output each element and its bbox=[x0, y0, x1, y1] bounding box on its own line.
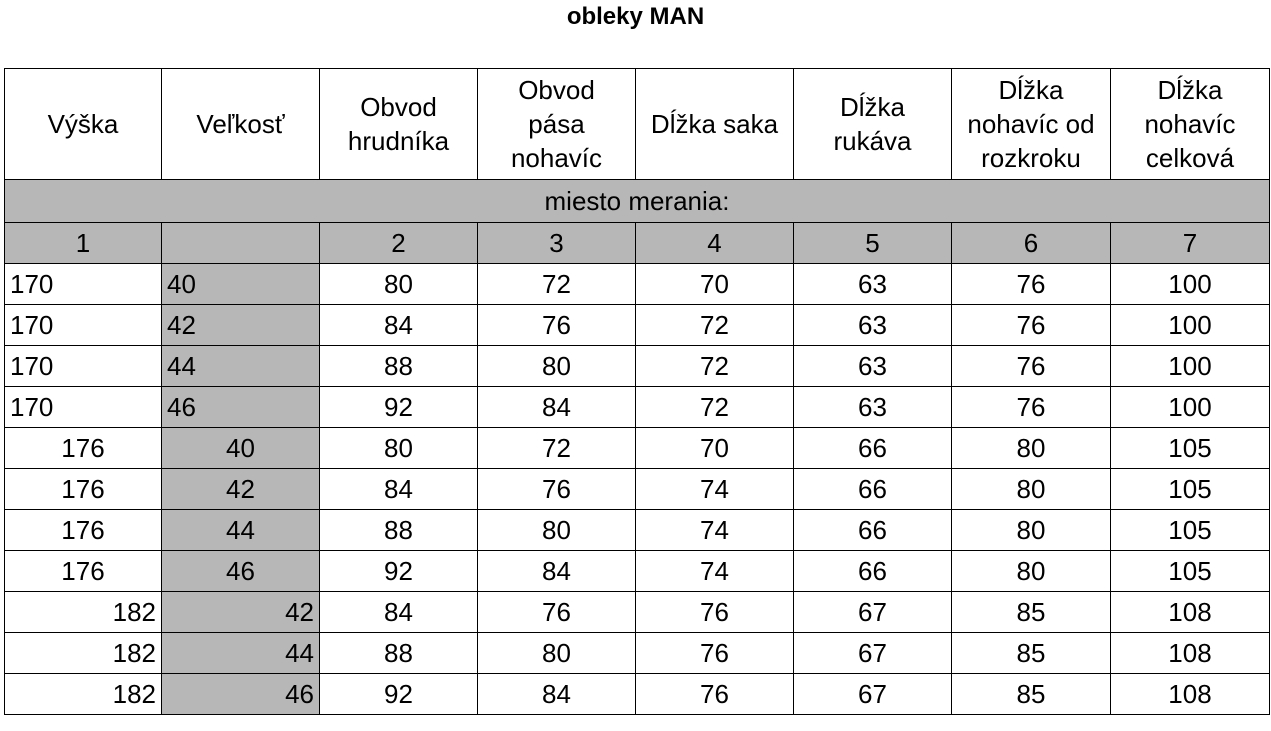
cell-sleeve-length: 63 bbox=[794, 305, 952, 346]
cell-sleeve-length: 66 bbox=[794, 510, 952, 551]
cell-inseam: 76 bbox=[952, 264, 1111, 305]
cell-inseam: 80 bbox=[952, 510, 1111, 551]
header-cell-sleeve-length bbox=[794, 69, 952, 180]
size-table bbox=[4, 68, 1270, 715]
header-cell-chest bbox=[320, 69, 478, 180]
cell-sleeve-length: 63 bbox=[794, 264, 952, 305]
cell-chest: 88 bbox=[320, 346, 478, 387]
table-row bbox=[5, 305, 1270, 346]
cell-waist: 76 bbox=[478, 469, 636, 510]
cell-inseam: 76 bbox=[952, 305, 1111, 346]
header-line: nohavíc bbox=[1144, 109, 1236, 139]
cell-jacket-length: 76 bbox=[636, 633, 794, 674]
index-cell: 1 bbox=[5, 223, 162, 264]
cell-height: 182 bbox=[5, 592, 162, 633]
index-cell: 2 bbox=[320, 223, 478, 264]
cell-size: 42 bbox=[162, 592, 320, 633]
cell-total-length: 100 bbox=[1111, 387, 1270, 428]
cell-waist: 72 bbox=[478, 264, 636, 305]
cell-chest: 80 bbox=[320, 264, 478, 305]
cell-total-length: 108 bbox=[1111, 633, 1270, 674]
cell-inseam: 85 bbox=[952, 633, 1111, 674]
cell-inseam: 80 bbox=[952, 428, 1111, 469]
cell-sleeve-length: 63 bbox=[794, 387, 952, 428]
cell-size: 42 bbox=[162, 469, 320, 510]
page-title: obleky MAN bbox=[566, 3, 705, 30]
header-cell-jacket-length bbox=[636, 69, 794, 180]
cell-size: 44 bbox=[162, 633, 320, 674]
table-row bbox=[5, 387, 1270, 428]
cell-waist: 84 bbox=[478, 674, 636, 715]
cell-inseam: 85 bbox=[952, 674, 1111, 715]
cell-height: 182 bbox=[5, 633, 162, 674]
header-line: Dĺžka bbox=[1157, 75, 1223, 105]
cell-total-length: 100 bbox=[1111, 346, 1270, 387]
cell-total-length: 105 bbox=[1111, 551, 1270, 592]
cell-chest: 92 bbox=[320, 387, 478, 428]
header-cell-total-length bbox=[1111, 69, 1270, 180]
cell-size: 46 bbox=[162, 387, 320, 428]
table-row bbox=[5, 264, 1270, 305]
cell-sleeve-length: 67 bbox=[794, 674, 952, 715]
cell-waist: 84 bbox=[478, 551, 636, 592]
cell-chest: 84 bbox=[320, 592, 478, 633]
header-line: hrudníka bbox=[347, 126, 450, 156]
cell-total-length: 105 bbox=[1111, 428, 1270, 469]
cell-size: 46 bbox=[162, 551, 320, 592]
index-cell: 6 bbox=[952, 223, 1111, 264]
cell-size: 40 bbox=[162, 428, 320, 469]
table-row bbox=[5, 633, 1270, 674]
cell-waist: 76 bbox=[478, 305, 636, 346]
section-label: miesto merania: bbox=[5, 180, 1270, 223]
cell-total-length: 100 bbox=[1111, 264, 1270, 305]
index-row bbox=[5, 223, 1270, 264]
cell-waist: 76 bbox=[478, 592, 636, 633]
table-row bbox=[5, 346, 1270, 387]
cell-height: 176 bbox=[5, 551, 162, 592]
cell-size: 44 bbox=[162, 346, 320, 387]
index-cell: 5 bbox=[794, 223, 952, 264]
cell-height: 176 bbox=[5, 510, 162, 551]
table-row bbox=[5, 469, 1270, 510]
header-line: celková bbox=[1145, 143, 1235, 173]
cell-height: 176 bbox=[5, 469, 162, 510]
cell-inseam: 76 bbox=[952, 346, 1111, 387]
cell-chest: 92 bbox=[320, 674, 478, 715]
cell-jacket-length: 74 bbox=[636, 551, 794, 592]
cell-total-length: 105 bbox=[1111, 469, 1270, 510]
cell-waist: 84 bbox=[478, 387, 636, 428]
cell-chest: 92 bbox=[320, 551, 478, 592]
cell-sleeve-length: 66 bbox=[794, 469, 952, 510]
cell-waist: 80 bbox=[478, 346, 636, 387]
cell-sleeve-length: 67 bbox=[794, 592, 952, 633]
header-line: rukáva bbox=[833, 126, 912, 156]
cell-sleeve-length: 67 bbox=[794, 633, 952, 674]
cell-total-length: 105 bbox=[1111, 510, 1270, 551]
cell-jacket-length: 74 bbox=[636, 469, 794, 510]
header-line: nohavíc od bbox=[967, 109, 1095, 139]
table-row bbox=[5, 428, 1270, 469]
cell-inseam: 76 bbox=[952, 387, 1111, 428]
cell-waist: 80 bbox=[478, 633, 636, 674]
cell-jacket-length: 72 bbox=[636, 305, 794, 346]
cell-jacket-length: 70 bbox=[636, 264, 794, 305]
cell-sleeve-length: 63 bbox=[794, 346, 952, 387]
cell-sleeve-length: 66 bbox=[794, 551, 952, 592]
header-line: Obvod bbox=[518, 75, 595, 105]
cell-chest: 84 bbox=[320, 469, 478, 510]
header-line: nohavíc bbox=[510, 143, 603, 173]
table-row bbox=[5, 674, 1270, 715]
cell-jacket-length: 72 bbox=[636, 387, 794, 428]
header-line: Výška bbox=[47, 109, 119, 139]
cell-jacket-length: 74 bbox=[636, 510, 794, 551]
index-cell: 4 bbox=[636, 223, 794, 264]
cell-height: 170 bbox=[5, 387, 162, 428]
index-cell: 7 bbox=[1111, 223, 1270, 264]
cell-chest: 88 bbox=[320, 633, 478, 674]
cell-waist: 72 bbox=[478, 428, 636, 469]
header-line: Dĺžka bbox=[998, 75, 1064, 105]
cell-size: 40 bbox=[162, 264, 320, 305]
header-line: Veľkosť bbox=[196, 109, 285, 139]
header-line: Obvod bbox=[360, 92, 437, 122]
header-line: rozkroku bbox=[981, 143, 1081, 173]
header-line: Dĺžka bbox=[839, 92, 905, 122]
cell-waist: 80 bbox=[478, 510, 636, 551]
cell-total-length: 108 bbox=[1111, 674, 1270, 715]
table-row bbox=[5, 592, 1270, 633]
cell-jacket-length: 76 bbox=[636, 592, 794, 633]
cell-inseam: 80 bbox=[952, 551, 1111, 592]
cell-size: 46 bbox=[162, 674, 320, 715]
header-row bbox=[5, 69, 1270, 180]
cell-size: 42 bbox=[162, 305, 320, 346]
cell-inseam: 80 bbox=[952, 469, 1111, 510]
index-cell bbox=[162, 223, 320, 264]
data-rows bbox=[5, 264, 1270, 715]
header-cell-waist bbox=[478, 69, 636, 180]
cell-height: 182 bbox=[5, 674, 162, 715]
header-cell-height bbox=[5, 69, 162, 180]
cell-chest: 88 bbox=[320, 510, 478, 551]
cell-height: 170 bbox=[5, 346, 162, 387]
header-cell-size bbox=[162, 69, 320, 180]
cell-sleeve-length: 66 bbox=[794, 428, 952, 469]
cell-jacket-length: 76 bbox=[636, 674, 794, 715]
header-cell-inseam bbox=[952, 69, 1111, 180]
header-line: pása bbox=[528, 109, 585, 139]
cell-height: 170 bbox=[5, 264, 162, 305]
cell-size: 44 bbox=[162, 510, 320, 551]
cell-inseam: 85 bbox=[952, 592, 1111, 633]
cell-total-length: 100 bbox=[1111, 305, 1270, 346]
cell-jacket-length: 70 bbox=[636, 428, 794, 469]
cell-total-length: 108 bbox=[1111, 592, 1270, 633]
cell-chest: 80 bbox=[320, 428, 478, 469]
header-line: Dĺžka saka bbox=[650, 109, 779, 139]
table-row bbox=[5, 510, 1270, 551]
section-row bbox=[5, 180, 1270, 223]
cell-jacket-length: 72 bbox=[636, 346, 794, 387]
cell-height: 176 bbox=[5, 428, 162, 469]
cell-height: 170 bbox=[5, 305, 162, 346]
index-cell: 3 bbox=[478, 223, 636, 264]
table-row bbox=[5, 551, 1270, 592]
cell-chest: 84 bbox=[320, 305, 478, 346]
